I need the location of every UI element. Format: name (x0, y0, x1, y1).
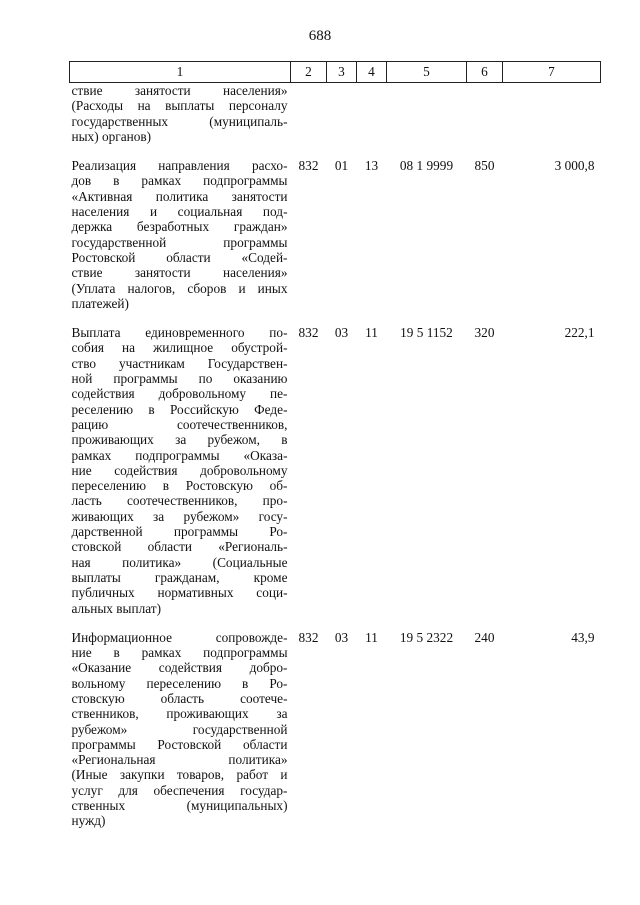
row-target (387, 83, 467, 159)
description-line: собия на жилищное обустрой- (71, 340, 288, 356)
table-body (70, 83, 601, 843)
table-row (70, 158, 601, 325)
table-row (70, 630, 601, 843)
header-col-4: 4 (357, 62, 387, 83)
row-description (70, 630, 291, 843)
description-line: (Иные закупки товаров, работ и (71, 767, 288, 783)
row-ministry: 832 (298, 158, 319, 174)
row-subsection: 11 (365, 325, 378, 341)
description-line: вольному переселению в Ро- (71, 675, 288, 691)
description-line: платежей) (71, 295, 129, 311)
row-description (70, 158, 291, 325)
row-type (467, 83, 503, 159)
description-line: ласть соотечественников, про- (71, 493, 288, 509)
row-amount (503, 83, 601, 159)
page-number: 688 (308, 28, 332, 44)
header-col-6: 6 (467, 62, 503, 83)
row-ministry: 832 (298, 629, 319, 645)
row-type: 240 (474, 629, 495, 645)
description-line: ствие занятости населения» (71, 83, 288, 98)
description-line: ние содействия добровольному (71, 462, 288, 478)
row-description (70, 83, 291, 159)
description-line: «Оказание содействия добро- (71, 660, 288, 676)
row-amount: 222,1 (564, 325, 595, 341)
description-line: альных выплат) (71, 600, 162, 616)
row-ministry: 832 (298, 325, 319, 341)
description-line: стовскую область соотече- (71, 690, 288, 706)
description-line: ственников, проживающих за (71, 706, 288, 722)
table-row (70, 83, 601, 159)
description-line: населения и социальная под- (71, 204, 288, 220)
description-line: живающих за рубежом» госу- (71, 508, 288, 524)
description-line: ство участникам Государствен- (71, 355, 288, 371)
header-row (70, 62, 601, 83)
budget-table (69, 61, 601, 843)
header-col-5: 5 (387, 62, 467, 83)
description-line: дарственной программы Ро- (71, 524, 288, 540)
description-line: ние в рамках подпрограммы (71, 645, 288, 661)
row-subsection: 13 (364, 158, 379, 174)
description-line: (Расходы на выплаты персоналу (71, 98, 288, 114)
row-target: 08 1 9999 (399, 158, 454, 174)
description-line: рамках подпрограммы «Оказа- (71, 447, 288, 463)
table-row (70, 325, 601, 630)
row-amount: 3 000,8 (554, 158, 595, 174)
description-line: Реализация направления расхо- (71, 158, 288, 174)
row-subsection: 11 (365, 629, 378, 645)
row-type: 320 (474, 325, 495, 341)
row-section: 03 (334, 325, 349, 341)
row-ministry (291, 83, 327, 159)
row-section: 01 (334, 158, 349, 174)
description-line: ных) органов) (71, 128, 152, 144)
description-line: реселению в Российскую Феде- (71, 401, 288, 417)
row-type: 850 (474, 158, 495, 174)
description-line: ствие занятости населения» (71, 265, 288, 281)
row-subsection (357, 83, 387, 159)
description-line: рацию соотечественников, (71, 416, 288, 432)
description-line: «Региональная политика» (71, 752, 288, 768)
description-line: рубежом» государственной (71, 721, 288, 737)
row-section: 03 (334, 629, 349, 645)
row-description (70, 325, 291, 630)
description-line: (Уплата налогов, сборов и иных (71, 280, 288, 296)
description-line: нужд) (71, 813, 106, 829)
description-line: стовской области «Региональ- (71, 539, 288, 555)
description-line: государственной программы (71, 234, 288, 250)
description-line: держка безработных граждан» (71, 219, 288, 235)
description-line: переселению в Ростовскую об- (71, 478, 288, 494)
header-col-3: 3 (327, 62, 357, 83)
table-header (70, 62, 601, 83)
description-line: ная политика» (Социальные (71, 554, 288, 570)
description-line: содействия добровольному пе- (71, 386, 288, 402)
description-line: государственных (муниципаль- (71, 113, 288, 129)
description-line: ственных (муниципальных) (71, 798, 288, 814)
header-col-2: 2 (291, 62, 327, 83)
description-line: услуг для обеспечения государ- (71, 782, 288, 798)
description-line: проживающих за рубежом, в (71, 432, 288, 448)
description-line: Информационное сопровожде- (71, 629, 288, 645)
description-line: публичных нормативных соци- (71, 585, 288, 601)
row-section (327, 83, 357, 159)
description-line: Ростовской области «Содей- (71, 249, 288, 265)
row-amount: 43,9 (571, 629, 595, 645)
description-line: выплаты гражданам, кроме (71, 569, 288, 585)
row-target: 19 5 1152 (400, 325, 453, 341)
description-line: «Активная политика занятости (71, 188, 288, 204)
description-line: Выплата единовременного по- (71, 325, 288, 341)
header-col-1: 1 (70, 62, 291, 83)
description-line: программы Ростовской области (71, 736, 288, 752)
description-line: ной программы по оказанию (71, 371, 288, 387)
description-line: дов в рамках подпрограммы (71, 173, 288, 189)
header-col-7: 7 (503, 62, 601, 83)
row-target: 19 5 2322 (399, 629, 454, 645)
